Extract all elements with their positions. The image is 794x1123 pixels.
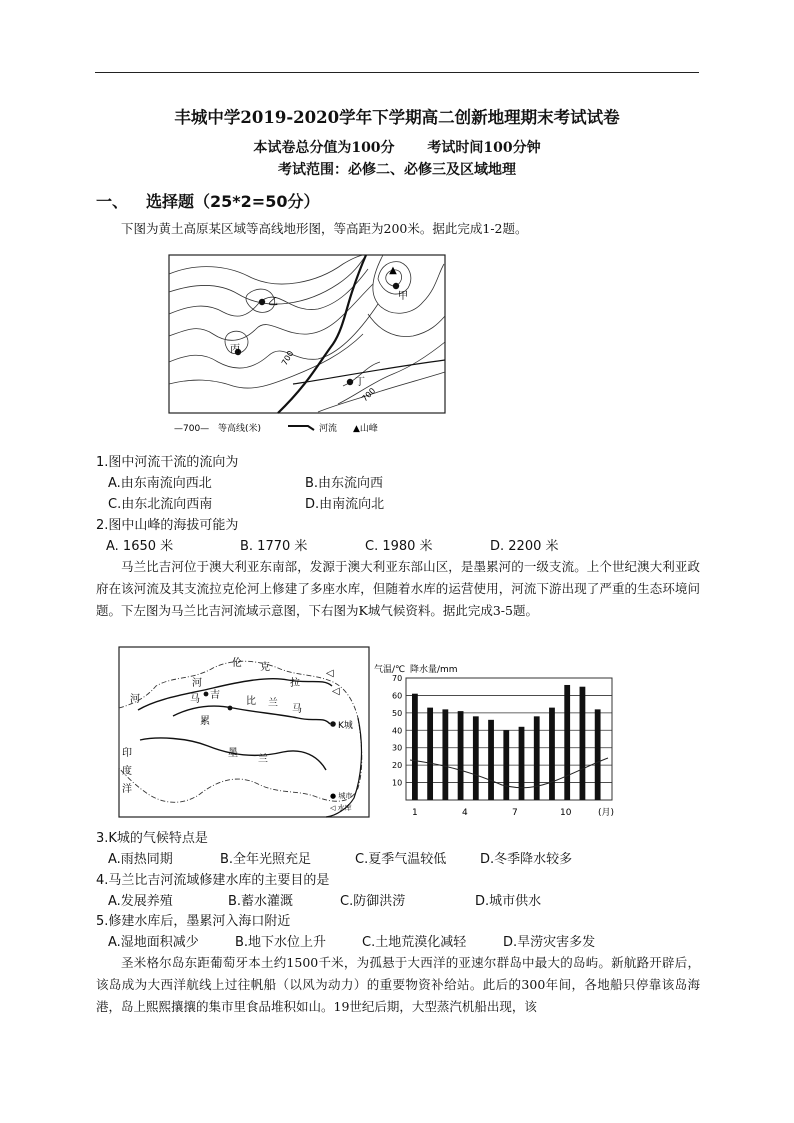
q3-option-b[interactable]: B.全年光照充足	[220, 852, 312, 867]
q4-option-b[interactable]: B.蓄水灌溉	[228, 894, 294, 909]
legend-river-icon	[288, 426, 314, 430]
precip-bar-1	[412, 694, 418, 800]
precip-bar-9	[534, 716, 540, 800]
q4-option-d[interactable]: D.城市供水	[475, 894, 542, 909]
map2-label-ji: 吉	[210, 690, 220, 701]
exam-title: 丰城中学2019-2020学年下学期高二创新地理期末考试试卷	[174, 108, 620, 127]
precip-bar-8	[519, 727, 525, 800]
legend-peak: ▲山峰	[353, 424, 378, 434]
ytick-20: 20	[392, 761, 403, 771]
xtick-10: 10	[560, 808, 572, 818]
chart-ylabel2: 降水量/mm	[410, 665, 458, 675]
precip-bar-12	[580, 687, 586, 800]
label-jia: 甲	[398, 291, 408, 302]
legend-contour: 等高线(米)	[218, 424, 262, 434]
ytick-30: 30	[392, 743, 403, 753]
q4-option-a[interactable]: A.发展养殖	[108, 894, 173, 909]
city-2	[228, 706, 233, 711]
contour-map	[168, 254, 446, 436]
point-yi	[259, 299, 265, 305]
q5-option-a[interactable]: A.湿地面积减少	[108, 935, 199, 950]
ytick-10: 10	[392, 778, 403, 788]
basin-map	[118, 646, 370, 818]
q1-option-c[interactable]: C.由东北流向西南	[108, 497, 213, 512]
q3-option-d[interactable]: D.冬季降水较多	[480, 852, 573, 867]
chart-xtick-labels	[412, 807, 614, 818]
map2-label-k: K城	[338, 721, 353, 731]
legend-contour-value: —700—	[174, 424, 210, 434]
map2-label-du: 度	[122, 766, 132, 777]
q4-stem: 4.马兰比吉河流域修建水库的主要目的是	[96, 873, 330, 888]
point-ding	[347, 379, 353, 385]
q5-option-c[interactable]: C.土地荒漠化减轻	[362, 935, 467, 950]
contour-label-700b: 700	[360, 386, 378, 404]
map2-label-he2: 河	[130, 694, 140, 705]
map2-label-ma: 马	[190, 694, 200, 705]
precip-bar-2	[427, 708, 433, 800]
intro-q1-2: 下图为黄土高原某区域等高线地形图，等高距为200米。据此完成1-2题。	[121, 221, 528, 236]
q1-stem: 1.图中河流干流的流向为	[96, 455, 239, 470]
precip-bar-4	[458, 711, 464, 800]
map2-label-lei: 累	[200, 716, 210, 727]
climate-chart	[372, 660, 634, 822]
q2-option-b[interactable]: B. 1770 米	[240, 539, 308, 554]
precip-bar-13	[595, 709, 601, 800]
section-title: 选择题（25*2=50分）	[146, 192, 320, 211]
label-yi: 乙	[268, 297, 278, 308]
xtick-month: (月)	[598, 808, 615, 818]
point-jia	[393, 283, 399, 289]
label-bing: 丙	[230, 344, 240, 355]
ytick-50: 50	[392, 708, 403, 718]
intro-q6: 圣米格尔岛东距葡萄牙本土约1500千米，为孤悬于大西洋的亚速尔群岛中最大的岛屿。新航路开辟后，该岛成为大西洋航线上过往帆船（以风为动力）的重要物资补给站。此后的300年间，各地船只停靠该岛海港，岛上熙熙攘攘的集市里食品堆积如山。19世纪后期，大型蒸汽机船出现，该	[96, 955, 700, 1014]
ytick-60: 60	[392, 691, 403, 701]
q1-option-b[interactable]: B.由东流向西	[305, 476, 384, 491]
section-heading	[96, 189, 319, 212]
precip-bar-11	[564, 685, 570, 800]
xtick-1: 1	[412, 808, 418, 818]
precip-bar-5	[473, 716, 479, 800]
peak-icon: ▲	[389, 265, 397, 276]
q3-option-c[interactable]: C.夏季气温较低	[355, 852, 447, 867]
city-1	[204, 692, 209, 697]
map2-label-mo: 墨	[228, 748, 238, 759]
precip-bar-6	[488, 720, 494, 800]
exam-info: 本试卷总分值为100分 考试时间100分钟	[253, 140, 541, 156]
city-k	[330, 721, 336, 727]
precip-bar-7	[503, 730, 509, 800]
xtick-7: 7	[512, 808, 518, 818]
map2-legend-city: ● 城市	[330, 792, 353, 800]
q1-option-a[interactable]: A.由东南流向西北	[108, 476, 212, 491]
map2-label-bi: 比	[246, 696, 256, 707]
ytick-40: 40	[392, 726, 403, 736]
xtick-4: 4	[462, 808, 468, 818]
map2-label-lan2: 兰	[258, 754, 268, 765]
q4-option-c[interactable]: C.防御洪涝	[340, 894, 406, 909]
q1-option-d[interactable]: D.由南流向北	[305, 497, 385, 512]
intro-q3-5: 马兰比吉河位于澳大利亚东南部，发源于澳大利亚东部山区，是墨累河的一级支流。上个世纪澳大利亚政府在该河流及其支流拉克伦河上修建了多座水库，但随着水库的运营使用，河流下游出现了严重的生态环境问题。下左图为马兰比吉河流域示意图，下右图为K城气候资料。据此完成3-5题。	[96, 559, 700, 618]
ytick-70: 70	[392, 674, 403, 683]
map2-label-la: 拉	[290, 678, 300, 689]
map2-legend-reservoir: ◁ 水库	[330, 804, 352, 812]
q5-stem: 5.修建水库后，墨累河入海口附近	[96, 914, 291, 929]
header-rule	[95, 72, 699, 73]
reservoir-icon-2: ◁	[332, 686, 340, 697]
q2-option-d[interactable]: D. 2200 米	[490, 539, 559, 554]
section-number: 一、	[96, 192, 129, 211]
map2-label-ma2: 马	[292, 704, 302, 715]
q2-stem: 2.图中山峰的海拔可能为	[96, 518, 239, 533]
reservoir-icon-1: ◁	[326, 668, 334, 679]
map2-label-lan: 兰	[268, 698, 278, 709]
legend-river: 河流	[319, 424, 338, 434]
precip-bar-3	[442, 709, 448, 800]
q3-option-a[interactable]: A.雨热同期	[108, 852, 173, 867]
precip-bar-10	[549, 708, 555, 800]
contour-label-700a: 700	[279, 349, 296, 367]
map2-label-lun: 伦	[232, 658, 242, 669]
map2-label-he: 河	[192, 678, 202, 689]
chart-ylabel: 气温/℃	[374, 665, 406, 675]
map2-label-yang: 洋	[122, 784, 132, 795]
map2-label-yin: 印	[122, 748, 132, 759]
chart-ytick-labels	[392, 674, 402, 788]
exam-scope: 考试范围：必修二、必修三及区域地理	[278, 162, 516, 178]
q2-option-c[interactable]: C. 1980 米	[365, 539, 433, 554]
q5-option-d[interactable]: D.旱涝灾害多发	[503, 935, 596, 950]
map2-label-ke: 克	[260, 662, 270, 673]
label-ding: 丁	[355, 377, 365, 388]
q3-stem: 3.K城的气候特点是	[96, 831, 208, 846]
q2-option-a[interactable]: A. 1650 米	[106, 539, 174, 554]
q5-option-b[interactable]: B.地下水位上升	[235, 935, 327, 950]
